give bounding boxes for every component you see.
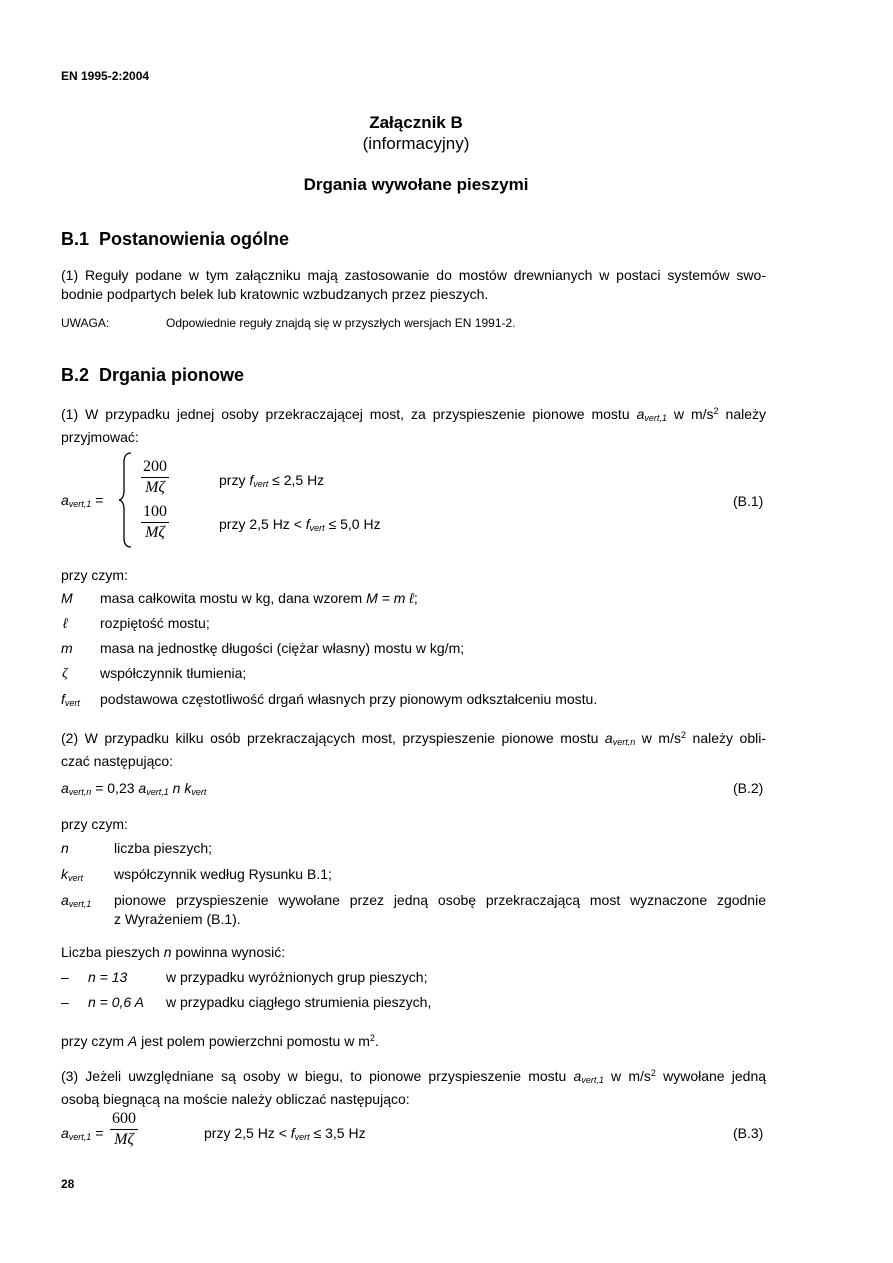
text-line: czać następująco: [61, 753, 174, 769]
b2-paragraph-3 [61, 1064, 766, 1109]
text-line: (1) Reguły podane w tym załączniku mają zastosowanie do mostów drewnianych w postaci systemów swo- [61, 267, 766, 283]
page-number: 28 [61, 1177, 75, 1191]
list-text: w przypadku ciągłego strumienia pieszych, [166, 994, 432, 1010]
b1-paragraph-1 [61, 266, 766, 304]
def-text-l: rozpiętość mostu; [100, 615, 210, 631]
pedestrian-count-intro: Liczba pieszych n powinna wynosić: [61, 944, 286, 960]
text-line: (1) W przypadku jednej osoby przekraczającej most, za przyspieszenie pionowe mostu $a_{vert,1}$ w $m/s^2$ należy [61, 406, 767, 423]
standard-code: EN 1995-2:2004 [61, 69, 150, 83]
text-line: (2) W przypadku kilku osób przekraczających most, przyspieszenie pionowe mostu $a_{vert,n}$ w $m/s^2$ należy obli- [61, 730, 767, 747]
area-definition: przy czym A jest polem powierzchni pomostu w $m^2$. [61, 1033, 379, 1049]
eq-b2-label: (B.2) [733, 780, 764, 796]
eq-b3-fraction: $\frac{600}{M\zeta}$ [112, 1110, 136, 1148]
list-expr: n = 0,6 A [88, 994, 144, 1010]
eq-b1-fraction-2: $\frac{100}{M\zeta}$ [143, 503, 167, 541]
eq-b1-condition-1: przy $f_{vert} \le 2,5$ Hz [219, 472, 325, 489]
eq-b1-fraction-1: $\frac{200}{M\zeta}$ [143, 458, 167, 496]
def-text-kvert: współczynnik według Rysunku B.1; [114, 866, 332, 882]
list-dash: – [61, 969, 69, 985]
def-text-fvert: podstawowa częstotliwość drgań własnych przy pionowym odkształceniu mostu. [100, 691, 598, 707]
def-text-zeta: współczynnik tłumienia; [100, 665, 247, 681]
section-title: Drgania pionowe [99, 365, 245, 385]
text-line: przyjmować: [61, 429, 139, 445]
list-expr: n = 13 [88, 969, 128, 985]
eq-b3-lhs: $a_{vert,1}$ = [61, 1125, 104, 1142]
note-text: Odpowiednie reguły znajdą się w przyszłych wersjach EN 1991-2. [166, 316, 516, 330]
section-title: Postanowienia ogólne [99, 229, 290, 249]
def-symbol-kvert: $k_{vert}$ [61, 866, 84, 883]
def-text-M: masa całkowita mostu w kg, dana wzorem M = m ℓ; [100, 590, 418, 606]
def-text-m: masa na jednostkę długości (ciężar własny) mostu w kg/m; [100, 640, 465, 656]
section-number: B.1 [61, 229, 90, 249]
eq-b2: $a_{vert,n} = 0,23$ $a_{vert,1}$ n $k_{vert}$ [61, 780, 207, 797]
eq-b3-condition: przy 2,5 $Hz < f_{vert} \le 3,5$ Hz [204, 1125, 366, 1142]
list-dash: – [61, 994, 69, 1010]
section-b2-heading [61, 365, 244, 386]
where-label-1: przy czym: [61, 567, 128, 583]
note-label: UWAGA: [61, 316, 110, 330]
eq-b1-label: (B.1) [733, 493, 764, 509]
def-text-avert1: pionowe przyspieszenie wywołane przez jedną osobę przekraczającą most wyznaczone zgodnie z Wyrażeniem (B.1). [114, 892, 766, 927]
text-line: osobą biegnącą na moście należy obliczać następująco: [61, 1091, 410, 1107]
def-symbol-fvert: $f_{vert}$ [61, 691, 80, 708]
list-text: w przypadku wyróżnionych grup pieszych; [166, 969, 428, 985]
def-symbol-m: m [61, 640, 73, 656]
def-symbol-n: n [61, 840, 69, 856]
b2-paragraph-2 [61, 726, 766, 771]
annex-subtitle: (informacyjny) [362, 134, 470, 153]
annex-title: Załącznik B [369, 113, 463, 132]
section-number: B.2 [61, 365, 90, 385]
def-symbol-M: M [61, 590, 73, 606]
eq-b1-lhs: $a_{vert,1}$ = [61, 492, 104, 509]
left-brace [118, 452, 134, 548]
b2-paragraph-1 [61, 402, 766, 447]
text-line: (3) Jeżeli uwzględniane są osoby w biegu, to pionowe przyspieszenie mostu $a_{vert,1}$ w $m/s^2$ wywołane jedną [61, 1068, 767, 1085]
where-label-2: przy czym: [61, 816, 128, 832]
def-symbol-avert1: $a_{vert,1}$ [61, 892, 92, 909]
eq-b3-label: (B.3) [733, 1125, 764, 1141]
def-text-n: liczba pieszych; [114, 840, 213, 856]
eq-b1-condition-2: przy 2,5 $Hz < f_{vert} \le 5,0$ Hz [219, 516, 381, 533]
annex-heading: Drgania wywołane pieszymi [303, 175, 529, 194]
def-symbol-zeta: ζ [62, 666, 68, 681]
def-symbol-l: ℓ [63, 615, 68, 631]
text-line: bodnie podpartych belek lub kratownic wzbudzanych przez pieszych. [61, 286, 489, 302]
section-b1-heading [61, 229, 289, 250]
